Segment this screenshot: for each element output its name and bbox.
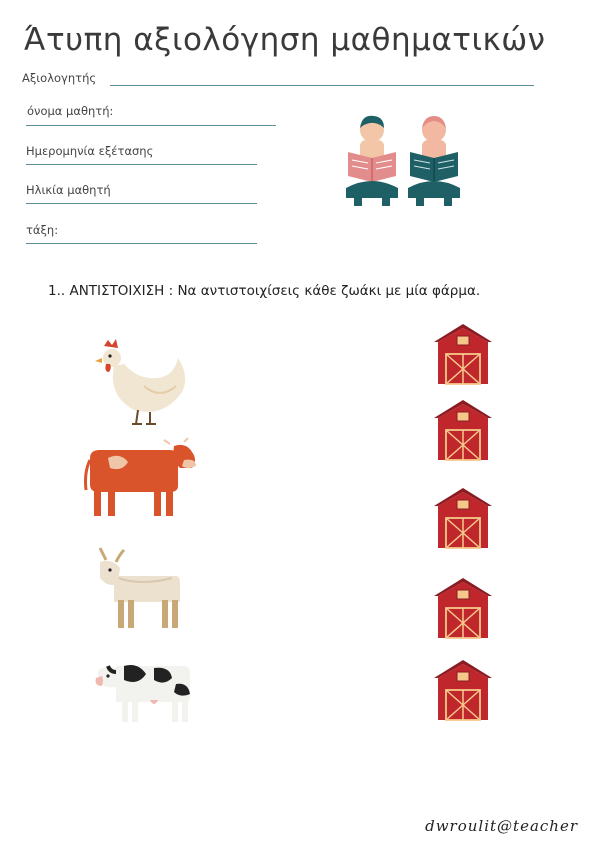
exam-date-line[interactable] <box>26 164 257 165</box>
student-name-line[interactable] <box>26 125 276 126</box>
page-title: Άτυπη αξιολόγηση μαθηματικών <box>24 22 546 58</box>
hen-icon[interactable] <box>94 336 192 426</box>
student-age-line[interactable] <box>26 203 257 204</box>
question-1 <box>48 283 480 299</box>
assessor-label: Αξιολογητής <box>22 71 97 85</box>
barn-icon[interactable] <box>432 398 494 460</box>
goat-icon[interactable] <box>92 548 182 630</box>
dairy-cow-icon[interactable] <box>94 658 194 724</box>
kids-reading-icon <box>340 110 466 210</box>
question-number: 1. <box>48 283 61 299</box>
barn-icon[interactable] <box>432 322 494 384</box>
question-text: . ΑΝΤΙΣΤΟΙΧΙΣΗ : Να αντιστοιχίσεις κάθε ζωάκι με μία φάρμα. <box>60 283 481 299</box>
student-age-label: Ηλικία μαθητή <box>26 183 111 197</box>
barn-icon[interactable] <box>432 576 494 638</box>
signature: dwroulit@teacher <box>425 817 578 835</box>
grade-line[interactable] <box>26 243 257 244</box>
student-name-label: όνομα μαθητή: <box>27 104 114 118</box>
barn-icon[interactable] <box>432 486 494 548</box>
exam-date-label: Ημερομηνία εξέτασης <box>26 144 154 158</box>
red-cow-icon[interactable] <box>84 438 200 520</box>
barn-icon[interactable] <box>432 658 494 720</box>
grade-label: τάξη: <box>26 223 59 237</box>
assessor-line[interactable] <box>110 85 534 86</box>
